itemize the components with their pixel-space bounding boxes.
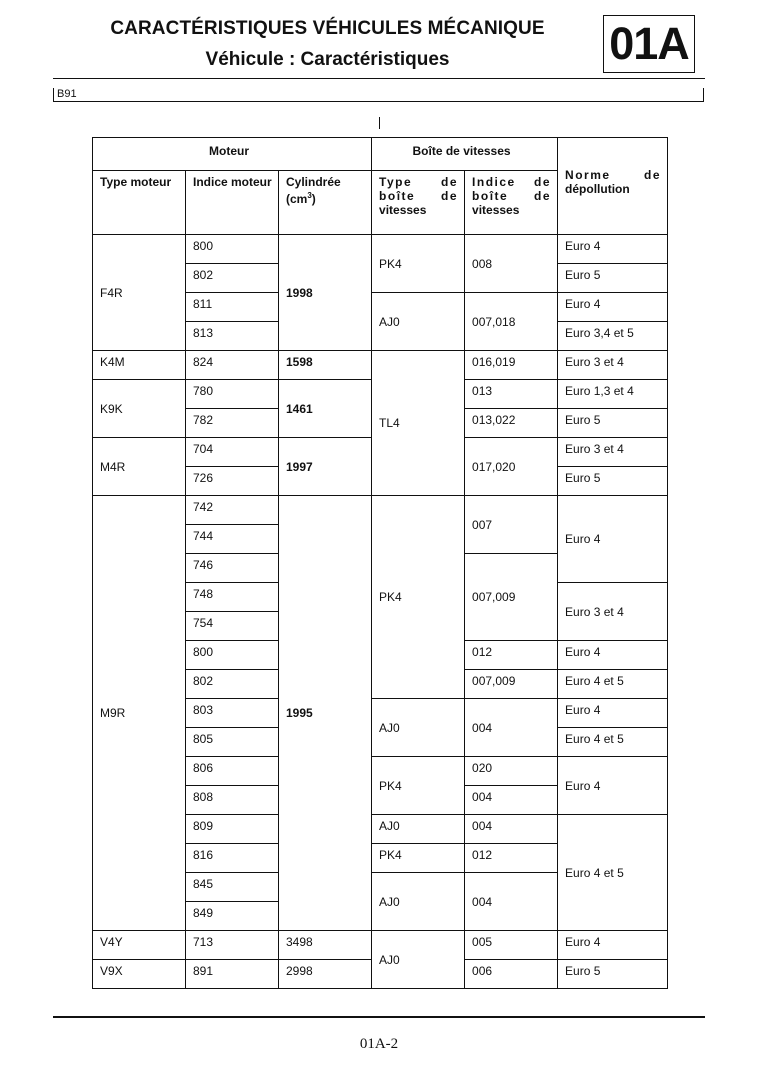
norm-cell: Euro 4 et 5 xyxy=(558,815,668,931)
gearbox-type-cell: PK4 xyxy=(372,235,465,293)
gearbox-type-cell: PK4 xyxy=(372,757,465,815)
gearbox-index-cell: 006 xyxy=(465,960,558,989)
gearbox-index-cell: 004 xyxy=(465,786,558,815)
norm-cell: Euro 4 et 5 xyxy=(558,670,668,699)
displacement-cell: 1998 xyxy=(279,235,372,351)
engine-index-cell: 742 xyxy=(186,496,279,525)
engine-group-header: Moteur xyxy=(93,138,372,171)
gearbox-index-cell: 013 xyxy=(465,380,558,409)
engine-index-cell: 824 xyxy=(186,351,279,380)
engine-index-cell: 891 xyxy=(186,960,279,989)
gearbox-index-cell: 007,009 xyxy=(465,670,558,699)
engine-index-cell: 800 xyxy=(186,641,279,670)
page-number: 01A-2 xyxy=(359,1036,399,1052)
displacement-cell: 2998 xyxy=(279,960,372,989)
norm-cell: Euro 5 xyxy=(558,409,668,438)
engine-index-header: Indice moteur xyxy=(186,171,279,235)
table-row xyxy=(93,351,668,380)
engine-index-cell: 803 xyxy=(186,699,279,728)
norm-cell: Euro 4 xyxy=(558,235,668,264)
gearbox-index-cell: 004 xyxy=(465,873,558,931)
norm-cell: Euro 4 xyxy=(558,699,668,728)
engine-index-cell: 811 xyxy=(186,293,279,322)
engine-index-cell: 813 xyxy=(186,322,279,351)
engine-index-cell: 802 xyxy=(186,670,279,699)
gearbox-index-cell: 007,018 xyxy=(465,293,558,351)
gearbox-index-cell: 016,019 xyxy=(465,351,558,380)
revision-mark xyxy=(379,117,380,129)
norm-cell: Euro 4 xyxy=(558,641,668,670)
gearbox-index-cell: 008 xyxy=(465,235,558,293)
norm-cell: Euro 1,3 et 4 xyxy=(558,380,668,409)
engine-index-cell: 780 xyxy=(186,380,279,409)
gearbox-index-cell: 004 xyxy=(465,699,558,757)
footer-divider xyxy=(53,1016,705,1018)
gearbox-index-cell: 012 xyxy=(465,844,558,873)
norm-cell: Euro 4 et 5 xyxy=(558,728,668,757)
header-divider xyxy=(53,78,705,79)
gearbox-type-cell: AJ0 xyxy=(372,293,465,351)
engine-index-cell: 754 xyxy=(186,612,279,641)
gearbox-index-header: Indice de boîte de vitesses xyxy=(465,171,558,235)
engine-type-cell: F4R xyxy=(93,235,186,351)
engine-index-cell: 800 xyxy=(186,235,279,264)
gearbox-index-cell: 004 xyxy=(465,815,558,844)
norm-cell: Euro 5 xyxy=(558,467,668,496)
engine-index-cell: 809 xyxy=(186,815,279,844)
gearbox-type-cell: AJ0 xyxy=(372,931,465,989)
gearbox-index-cell: 007 xyxy=(465,496,558,554)
gearbox-type-cell: AJ0 xyxy=(372,873,465,931)
engine-type-cell: K9K xyxy=(93,380,186,438)
engine-index-cell: 748 xyxy=(186,583,279,612)
engine-index-cell: 849 xyxy=(186,902,279,931)
gearbox-index-cell: 005 xyxy=(465,931,558,960)
engine-index-cell: 808 xyxy=(186,786,279,815)
engine-type-cell: M9R xyxy=(93,496,186,931)
engine-type-cell: M4R xyxy=(93,438,186,496)
engine-index-cell: 805 xyxy=(186,728,279,757)
specifications-table xyxy=(92,137,668,989)
vehicle-code-bar xyxy=(53,88,704,102)
page-subtitle: Véhicule : Caractéristiques xyxy=(205,49,450,70)
norm-cell: Euro 3,4 et 5 xyxy=(558,322,668,351)
engine-index-cell: 726 xyxy=(186,467,279,496)
engine-index-cell: 744 xyxy=(186,525,279,554)
gearbox-type-cell: TL4 xyxy=(372,351,465,496)
norm-cell: Euro 5 xyxy=(558,960,668,989)
gearbox-index-cell: 017,020 xyxy=(465,438,558,496)
gearbox-index-cell: 007,009 xyxy=(465,554,558,641)
engine-index-cell: 782 xyxy=(186,409,279,438)
gearbox-group-header: Boîte de vitesses xyxy=(372,138,558,171)
gearbox-type-cell: AJ0 xyxy=(372,815,465,844)
norm-cell: Euro 3 et 4 xyxy=(558,351,668,380)
vehicle-code: B91 xyxy=(57,88,77,100)
norm-cell: Euro 4 xyxy=(558,293,668,322)
gearbox-index-cell: 020 xyxy=(465,757,558,786)
engine-index-cell: 704 xyxy=(186,438,279,467)
norm-cell: Euro 3 et 4 xyxy=(558,583,668,641)
section-code-badge: 01A xyxy=(603,15,695,73)
engine-type-header: Type moteur xyxy=(93,171,186,235)
norm-cell: Euro 4 xyxy=(558,757,668,815)
engine-index-cell: 713 xyxy=(186,931,279,960)
norm-cell: Euro 4 xyxy=(558,496,668,583)
table-row xyxy=(93,496,668,525)
displacement-cell: 1598 xyxy=(279,351,372,380)
displacement-cell: 1997 xyxy=(279,438,372,496)
engine-type-cell: K4M xyxy=(93,351,186,380)
gearbox-index-cell: 013,022 xyxy=(465,409,558,438)
norm-cell: Euro 5 xyxy=(558,264,668,293)
gearbox-type-header: Type de boîte de vitesses xyxy=(372,171,465,235)
norm-header: Norme de dépollution xyxy=(558,138,668,235)
table-row xyxy=(93,931,668,960)
engine-type-cell: V9X xyxy=(93,960,186,989)
gearbox-type-cell: AJ0 xyxy=(372,699,465,757)
gearbox-type-cell: PK4 xyxy=(372,844,465,873)
displacement-cell: 1995 xyxy=(279,496,372,931)
engine-index-cell: 746 xyxy=(186,554,279,583)
page-title: CARACTÉRISTIQUES VÉHICULES MÉCANIQUE xyxy=(110,18,545,39)
displacement-cell: 3498 xyxy=(279,931,372,960)
norm-cell: Euro 4 xyxy=(558,931,668,960)
displacement-header: Cylindrée $(cm^3)$ xyxy=(279,171,372,235)
gearbox-index-cell: 012 xyxy=(465,641,558,670)
norm-cell: Euro 3 et 4 xyxy=(558,438,668,467)
engine-index-cell: 802 xyxy=(186,264,279,293)
table-row xyxy=(93,235,668,264)
gearbox-type-cell: PK4 xyxy=(372,496,465,699)
displacement-cell: 1461 xyxy=(279,380,372,438)
engine-index-cell: 806 xyxy=(186,757,279,786)
engine-index-cell: 845 xyxy=(186,873,279,902)
engine-type-cell: V4Y xyxy=(93,931,186,960)
engine-index-cell: 816 xyxy=(186,844,279,873)
